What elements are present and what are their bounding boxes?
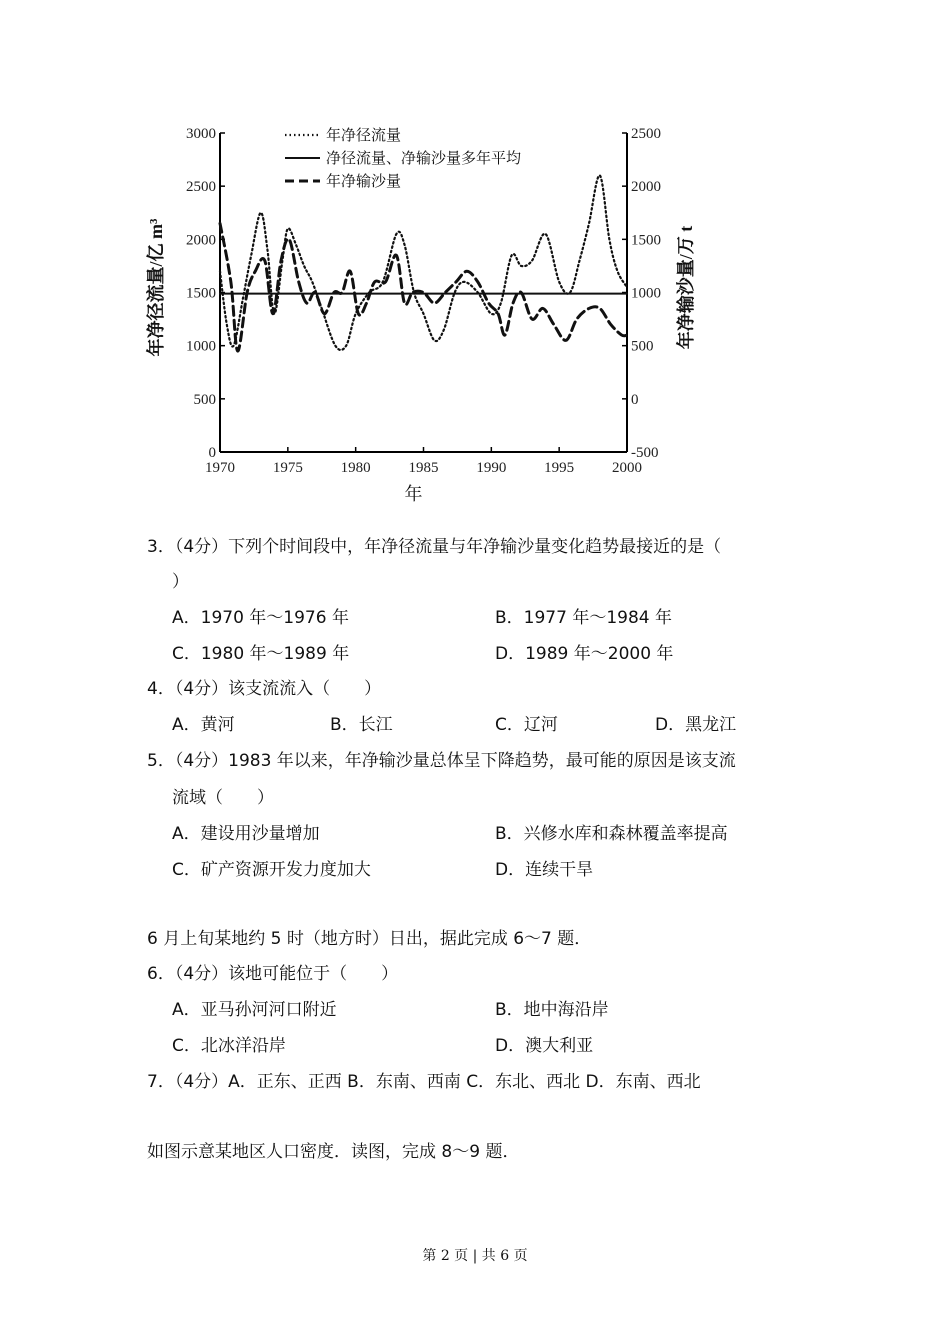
intro-6-7: 6 月上旬某地约 5 时（地方时）日出，据此完成 6～7 题． [147,929,592,949]
question-4-option-c: C．辽河 [495,715,558,735]
x-axis-label: 年 [404,484,423,504]
question-6-option-b: B．地中海沿岸 [495,1000,609,1020]
y-right-tick-label: 500 [631,338,654,355]
question-3-option-c: C．1980 年～1989 年 [172,644,350,664]
y-left-tick-label: 1000 [186,338,216,355]
y-right-tick-label: 0 [631,391,639,408]
series-line-dashed [220,223,627,351]
question-5-stem-cont: 流域（ ） [172,788,274,808]
x-tick-label: 1975 [272,460,303,476]
question-3-stem: 3．（4分）下列个时间段中，年净径流量与年净输沙量变化趋势最接近的是（ [147,537,722,557]
question-3-option-a: A．1970 年～1976 年 [172,608,349,628]
y-right-axis-label: 年净输沙量/万 t [676,225,696,350]
question-5-option-c: C．矿产资源开发力度加大 [172,860,371,880]
y-left-tick-label: 1500 [186,285,216,302]
question-3-stem-cont: ） [172,572,189,592]
legend-label: 年净径流量 [326,128,402,144]
y-right-tick-label: 1000 [631,285,661,302]
chart-ticks [186,126,661,476]
y-right-tick-label: 1500 [631,232,661,249]
question-6-option-c: C．北冰洋沿岸 [172,1036,286,1056]
x-tick-label: 1985 [408,460,439,476]
chart-legend [285,126,521,190]
question-3-option-d: D．1989 年～2000 年 [495,644,674,664]
intro-8-9: 如图示意某地区人口密度．读图，完成 8～9 题． [147,1142,520,1162]
y-left-tick-label: 2000 [186,232,216,249]
question-6-option-a: A．亚马孙河河口附近 [172,1000,337,1020]
y-right-tick-label: 2500 [631,126,661,142]
chart-series [220,175,627,351]
question-4-option-d: D．黑龙江 [655,715,737,735]
question-5-option-a: A．建设用沙量增加 [172,824,320,844]
y-left-tick-label: 500 [193,391,216,408]
x-tick-label: 1980 [340,460,371,476]
page-footer: 第 2 页 | 共 6 页 [422,1248,528,1264]
y-left-axis-label: 年净径流量/亿 m³ [146,218,166,357]
x-tick-label: 1995 [544,460,575,476]
question-4-stem: 4．（4分）该支流流入（ ） [147,679,382,699]
y-right-tick-label: -500 [631,445,659,461]
question-7-stem: 7．（4分）A．正东、正西 B．东南、西南 C．东北、西北 D．东南、西北 [147,1072,701,1092]
question-3-option-b: B．1977 年～1984 年 [495,608,672,628]
y-left-tick-label: 3000 [186,126,216,142]
y-left-tick-label: 2500 [186,179,216,196]
x-tick-label: 1970 [205,460,235,476]
y-left-tick-label: 0 [208,445,216,461]
legend-label: 年净输沙量 [326,174,402,190]
question-4-option-a: A．黄河 [172,715,235,735]
question-6-stem: 6．（4分）该地可能位于（ ） [147,964,399,984]
question-5-option-d: D．连续干旱 [495,860,594,880]
y-right-tick-label: 2000 [631,179,661,196]
question-5-stem: 5．（4分）1983 年以来，年净输沙量总体呈下降趋势，最可能的原因是该支流 [147,751,736,771]
question-4-option-b: B．长江 [330,715,393,735]
runoff-sediment-chart [140,115,700,515]
x-tick-label: 2000 [612,460,642,476]
legend-label: 净径流量、净输沙量多年平均 [326,151,522,167]
question-5-option-b: B．兴修水库和森林覆盖率提高 [495,824,728,844]
x-tick-label: 1990 [476,460,507,476]
question-6-option-d: D．澳大利亚 [495,1036,594,1056]
